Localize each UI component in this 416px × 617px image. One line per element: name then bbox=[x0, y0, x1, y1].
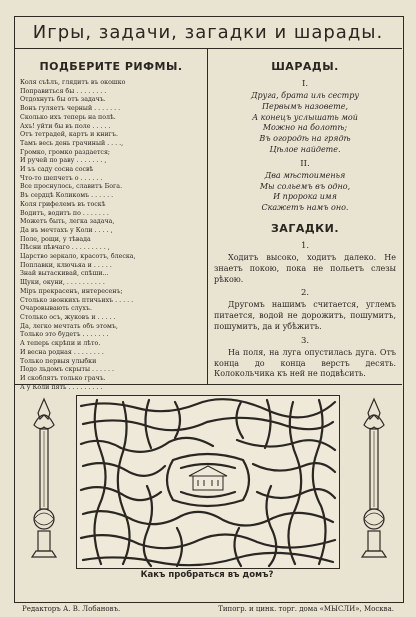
charade-text bbox=[214, 91, 396, 156]
page-title: Игры, задачи, загадки и шарады. bbox=[32, 21, 384, 43]
rhyme-line: И весна родная . . . . . . . . bbox=[20, 348, 104, 356]
riddle-number: 3. bbox=[300, 335, 310, 346]
charade-line: Первымъ назовете, bbox=[262, 101, 348, 111]
maze-picture bbox=[77, 396, 339, 568]
rhyme-line: Міръ прекрасенъ, интересенъ; bbox=[20, 287, 123, 295]
rhyme-line: А у Коли пять . . . . . . . . . bbox=[20, 383, 103, 391]
rhyme-line: Отъ тетрадей, картъ и книгъ. bbox=[20, 131, 118, 139]
rhyme-line: Что-то шепчетъ о . . . . . . bbox=[20, 174, 103, 182]
rhyme-line: Поле, рощи, у тѣвада bbox=[20, 235, 91, 243]
rhyme-line: Очаровывають слухъ. bbox=[20, 305, 92, 313]
charade-1 bbox=[214, 79, 396, 156]
rhyme-line: Столько звонкихъ птичьихъ . . . . . bbox=[20, 296, 134, 304]
editor-credit: Редакторъ А. В. Лобановъ. bbox=[22, 605, 121, 613]
rhyme-line: Громко, громко раздается; bbox=[20, 148, 111, 156]
rhyme-line: Въ сердцѣ Коликомъ . . . . . . bbox=[20, 192, 114, 200]
rhyme-line: И скоблятъ только грачъ. bbox=[20, 374, 106, 382]
rhyme-line: Щуки, окуни, . . . . . . . . . . bbox=[20, 279, 105, 287]
charade-line: Можно на болотѣ; bbox=[262, 123, 348, 133]
rhyme-line: И ъъ саду сосна сосвѣ bbox=[20, 166, 94, 174]
rhyme-line: Ахъ! уйти бы въ поле . . . . . bbox=[20, 122, 111, 130]
right-lamp-ornament bbox=[356, 395, 392, 565]
riddle-number: 2. bbox=[300, 288, 310, 299]
riddle-text: На поля, на луга опустилась дуга. Отъ конца до конца верстъ десять. Колокольчика къ ней не подвѣсить. bbox=[214, 347, 396, 379]
riddle-3 bbox=[214, 336, 396, 380]
rhyme-line: Сколько ихъ теперь на полѣ. bbox=[20, 113, 116, 121]
rhyme-line: Да, легко мечтать объ этомъ, bbox=[20, 322, 118, 330]
rhymes-heading: ПОДБЕРИТЕ РИФМЫ. bbox=[39, 60, 183, 73]
rhymes-section bbox=[20, 60, 202, 392]
charade-line: И пророка имя bbox=[273, 192, 337, 202]
rhyme-line: Да въ мечтахъ у Коли . . . . , bbox=[20, 226, 113, 234]
maze-caption: Какъ пробраться въ домъ? bbox=[140, 570, 274, 580]
charade-line: Цѣлое найдете. bbox=[269, 144, 341, 154]
rhyme-line: Поплавки, ключьяа и . . . . . bbox=[20, 261, 112, 269]
rhyme-line: Пѣсни пѣвчаго . . . . . . . . . , bbox=[20, 244, 110, 252]
riddle-2 bbox=[214, 288, 396, 332]
page-footer bbox=[14, 601, 402, 617]
printer-credit: Типогр. и цинк. торг. дома «МЫСЛИ», Москва. bbox=[218, 605, 394, 613]
rhyme-line: Коля грифелемъ въ тоскѣ bbox=[20, 200, 106, 208]
charade-line: Два мѣстоименья bbox=[264, 170, 346, 180]
charades-heading: ШАРАДЫ. bbox=[271, 60, 339, 73]
charade-line: Мы сольемъ въ одно, bbox=[259, 181, 351, 191]
rhyme-line: Знай вытаскивай, спѣши... bbox=[20, 270, 109, 278]
rhyme-line: А теперь скрѣпи и лѣто. bbox=[20, 340, 101, 348]
charade-line: Скажетъ намъ оно. bbox=[261, 203, 349, 213]
right-column bbox=[214, 60, 396, 380]
rhyme-line: Отдохнуть бы отъ задачъ. bbox=[20, 96, 106, 104]
charade-line: А конецъ услышать мой bbox=[252, 112, 358, 122]
charade-number: I. bbox=[301, 79, 309, 89]
charade-text bbox=[214, 171, 396, 214]
rhyme-line: Подо льдомъ скрыты . . . . . . bbox=[20, 366, 114, 374]
rhymes-list bbox=[20, 79, 202, 392]
charade-number: II. bbox=[300, 158, 310, 169]
charade-line: Друга, брата иль сестру bbox=[250, 91, 360, 100]
rhyme-line: Только первыя улыбки bbox=[20, 357, 97, 365]
riddle-text: Другомъ нашимъ считается, углемъ питается, водой не дорожитъ, пошумитъ, пошумитъ, да и убѣжитъ. bbox=[214, 300, 396, 331]
rhyme-line: Все проснулось, славитъ Бога. bbox=[20, 183, 123, 191]
house-icon bbox=[189, 466, 227, 490]
riddle-number: 1. bbox=[300, 240, 310, 251]
rhyme-line: Можетъ быть, легка задача, bbox=[20, 218, 115, 226]
charade-2 bbox=[214, 159, 396, 214]
rhyme-line: Поправиться бы . . . . . . . . bbox=[20, 87, 107, 95]
rhyme-line: И ручей по раву . . . . . . . , bbox=[20, 157, 107, 165]
rhyme-line: Царство зеркало, красотъ, блеска, bbox=[20, 253, 136, 261]
rhyme-line: Только это будетъ . . . . . . . bbox=[20, 331, 109, 339]
column-divider bbox=[207, 48, 208, 384]
riddles-heading: ЗАГАДКИ. bbox=[270, 221, 340, 235]
title-box bbox=[14, 16, 402, 49]
riddle-text: Ходитъ высоко, ходитъ далеко. Не знаетъ покою, пока не польетъ слезы рѣкою. bbox=[214, 252, 396, 284]
rhyme-line: Вонъ гуляетъ черный . . . . . . . bbox=[20, 105, 121, 113]
rhyme-line: Коля съѣлъ, глядитъ въ окошко bbox=[20, 79, 126, 86]
charade-line: Въ огородѣ на грядѣ bbox=[259, 134, 351, 144]
rhyme-line: Водитъ, водитъ по . . . . . . . bbox=[20, 209, 109, 217]
riddle-1 bbox=[214, 241, 396, 285]
rhyme-line: Тамъ весь день грачиный . . . ., bbox=[20, 139, 124, 147]
maze-illustration bbox=[76, 395, 340, 569]
rhyme-line: Столько осъ, жуковъ и . . . . . bbox=[20, 313, 116, 321]
left-lamp-ornament bbox=[26, 395, 62, 565]
